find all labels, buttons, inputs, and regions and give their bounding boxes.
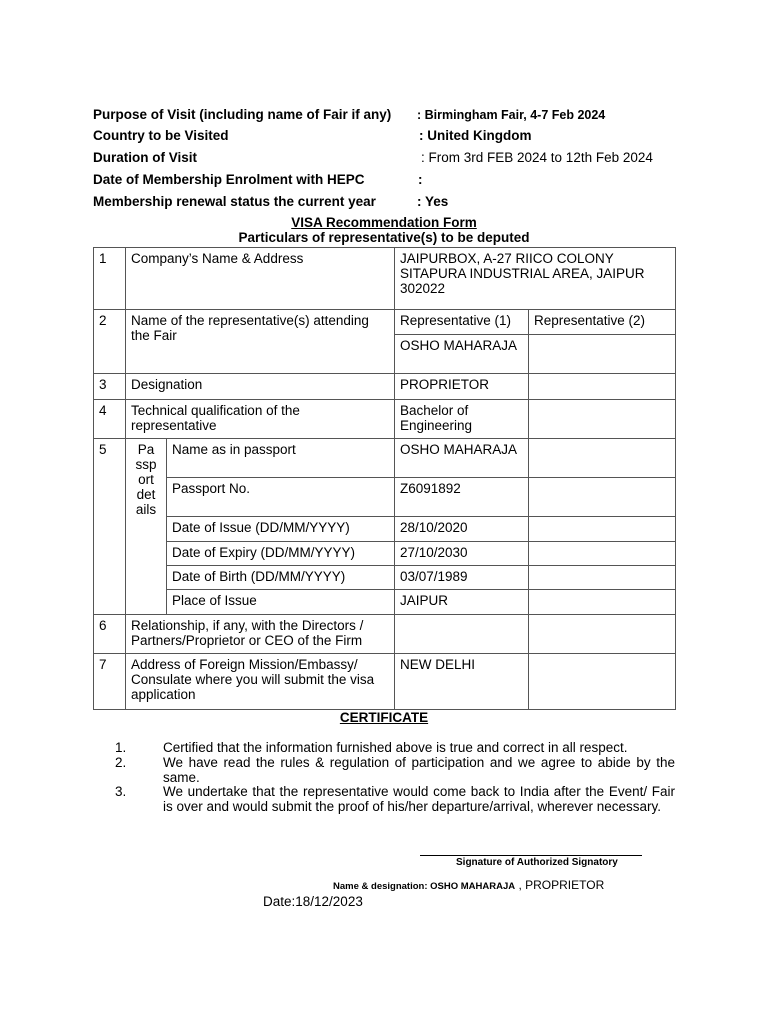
passport-no-value-2 [529,478,676,517]
designation-value: PROPRIETOR [395,374,529,400]
item-number: 3. [115,784,127,799]
expiry-date-value-2 [529,542,676,566]
passport-no-value: Z6091892 [395,478,529,517]
rep1-value: OSHO MAHARAJA [395,335,529,374]
designation-label: Designation [126,374,395,400]
designation-value-2 [529,374,676,400]
birth-date-label: Date of Birth (DD/MM/YYYY) [167,566,395,590]
row-number: 1 [94,248,126,310]
embassy-value-2 [529,654,676,710]
certificate-title: CERTIFICATE [339,710,429,725]
table-row [94,566,676,590]
item-number: 1. [115,740,127,755]
country-value: : United Kingdom [419,128,532,143]
item-text: Certified that the information furnished above is true and correct in all respect. [163,740,628,755]
company-value: JAIPURBOX, A-27 RIICO COLONY SITAPURA INDUSTRIAL AREA, JAIPUR 302022 [395,248,676,310]
item-number: 2. [115,755,127,770]
passport-details-label: Pa ssp ort det ails [126,439,167,615]
qualification-value: Bachelor of Engineering [395,400,529,439]
row-number: 7 [94,654,126,710]
table-row [94,590,676,615]
rep1-header: Representative (1) [395,310,529,335]
name-prefix: Name & designation: OSHO MAHARAJA [333,881,516,892]
embassy-value: NEW DELHI [395,654,529,710]
embassy-label: Address of Foreign Mission/Embassy/ Consulate where you will submit the visa application [126,654,395,710]
date: Date:18/12/2023 [263,894,363,909]
form-title: VISA Recommendation Form [291,215,477,230]
place-of-issue-label: Place of Issue [167,590,395,615]
table-row [94,542,676,566]
table-row [94,517,676,542]
designation: , PROPRIETOR [515,878,605,892]
form-subtitle: Particulars of representative(s) to be deputed [238,230,530,245]
relationship-label: Relationship, if any, with the Directors / Partners/Proprietor or CEO of the Firm [126,615,395,654]
row-number: 3 [94,374,126,400]
passport-name-value-2 [529,439,676,478]
membership-value: : [418,172,423,187]
row-number: 2 [94,310,126,374]
table-row [94,400,676,439]
table-row [94,248,676,310]
renewal-label: Membership renewal status the current year [93,194,376,209]
duration-label: Duration of Visit [93,150,198,165]
signature-label: Signature of Authorized Signatory [456,857,618,868]
issue-date-label: Date of Issue (DD/MM/YYYY) [167,517,395,542]
purpose-value: : Birmingham Fair, 4-7 Feb 2024 [417,108,606,122]
item-text: We undertake that the representative would come back to India after the Event/ Fair is over and would submit the proof of his/her departure/arrival, wherever necessary. [163,784,675,814]
place-of-issue-value: JAIPUR [395,590,529,615]
qualification-value-2 [529,400,676,439]
rep2-header: Representative (2) [529,310,676,335]
table-row [94,439,676,478]
country-label: Country to be Visited [93,128,229,143]
place-of-issue-value-2 [529,590,676,615]
name-designation [333,878,604,892]
purpose-label: Purpose of Visit (including name of Fair if any) [93,107,392,122]
qualification-label: Technical qualification of the representative [126,400,395,439]
passport-name-value: OSHO MAHARAJA [395,439,529,478]
item-text: We have read the rules & regulation of participation and we agree to abide by the same. [163,755,675,785]
table-row [94,615,676,654]
issue-date-value-2 [529,517,676,542]
relationship-value-2 [529,615,676,654]
row-number: 5 [94,439,126,615]
row-number: 6 [94,615,126,654]
company-label: Company’s Name & Address [126,248,395,310]
renewal-value: : Yes [417,194,449,209]
issue-date-value: 28/10/2020 [395,517,529,542]
table-row [94,654,676,710]
birth-date-value: 03/07/1989 [395,566,529,590]
birth-date-value-2 [529,566,676,590]
membership-label: Date of Membership Enrolment with HEPC [93,172,365,187]
passport-name-label: Name as in passport [167,439,395,478]
table-row [94,310,676,335]
expiry-date-label: Date of Expiry (DD/MM/YYYY) [167,542,395,566]
representative-label: Name of the representative(s) attending the Fair [126,310,395,374]
passport-no-label: Passport No. [167,478,395,517]
signature-line [420,855,642,856]
expiry-date-value: 27/10/2030 [395,542,529,566]
table-row [94,478,676,517]
row-number: 4 [94,400,126,439]
rep2-value [529,335,676,374]
representative-table [93,247,676,710]
relationship-value [395,615,529,654]
table-row [94,374,676,400]
duration-value: : From 3rd FEB 2024 to 12th Feb 2024 [421,150,653,165]
